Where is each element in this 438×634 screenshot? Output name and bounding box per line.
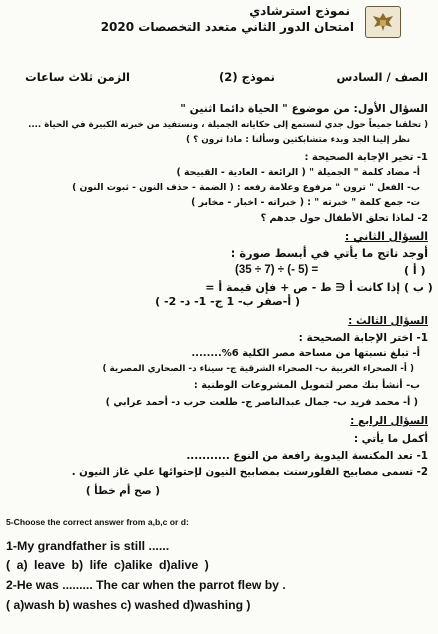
eagle-emblem-icon: [365, 6, 401, 38]
english-q1: 1-My grandfather is still ......: [6, 539, 170, 553]
q4-title: السؤال الرابع :: [350, 415, 428, 427]
model-label: نموذج (2): [219, 70, 275, 84]
english-heading: 5-Choose the correct answer from a,b,c or d:: [6, 517, 189, 527]
q1-item1: 1- تخير الإجابة الصحيحة :: [304, 152, 428, 163]
q1-title: السؤال الأول: من موضوع " الحياة دائما اثنين ": [180, 102, 428, 115]
q2-b-text: إذا كانت أ ∈ ط - ص + فإن قيمة أ =: [205, 281, 400, 294]
q1-option-c: ت- جمع كلمة " خبرته " : ( خبراته - اخبار - مخابر ): [191, 197, 420, 208]
q4-instruction: أكمل ما يأتي :: [353, 433, 428, 445]
q2-b-label: ( ب ): [404, 281, 433, 294]
q1-intro-line1: ( تحلقنا جميعاً حول جدي لنستمع إلى حكاياته الجميلة ، ونستفيد من خبرته الكبيرة في الحياة ....: [28, 120, 428, 130]
q3-item1: 1- اختر الإجابة الصحيحة :: [298, 332, 428, 344]
q1-item2: 2- لماذا تحلق الأطفال حول جدهم ؟: [260, 213, 428, 224]
q2-instruction: أوجد ناتج ما يأتي في أبسط صورة :: [230, 246, 428, 260]
q2-options: ( أ-صفر ب- 1 ج- 1- د- 2- ): [155, 295, 300, 308]
top-title: نموذج استرشادي: [249, 4, 350, 18]
grade-label: الصف / السادس: [336, 70, 428, 84]
q2-a-label: ( أ ): [404, 264, 426, 277]
q2-title: السؤال الثاني :: [344, 230, 428, 243]
english-q1-options: ( a) leave b) life c)alike d)alive ): [6, 558, 209, 572]
q4-item2: 2- تسمى مصابيح الفلورسنت بمصابيح النيون لإحتوائها علي غاز النيون .: [71, 467, 428, 478]
q3-option-a: أ- تبلغ نسبتها من مساحة مصر الكلية 6%........: [191, 348, 420, 359]
q3-a-options: ( أ- الصحراء الغربية ب- الصحراء الشرقية ج- سيناء د- الصحاري المصرية ): [102, 364, 414, 374]
q1-option-b: ب- الفعل " ترون " مرفوع وعلامة رفعه : ( الضمة - حذف النون - ثبوت النون ): [72, 182, 420, 193]
q1-option-a: أ- مضاد كلمة " الجميلة " ( الرائعة - العادية - القبيحة ): [176, 167, 420, 178]
english-q2-options: ( a)wash b) washes c) washed d)washing ): [6, 598, 251, 612]
q1-intro-line2: نظر إلينا الجد وبدء متشابكتين وسألنا : ماذا ترون ؟ ): [186, 135, 410, 145]
time-label: الزمن ثلاث ساعات: [25, 70, 130, 84]
q3-option-b: ب- أنشأ بنك مصر لتمويل المشروعات الوطنية :: [193, 380, 420, 391]
q2-a-expression: (35 ÷ 7) ÷ (- 5) =: [235, 264, 319, 276]
exam-subtitle: امتحان الدور الثاني متعدد التخصصات 2020: [100, 20, 354, 34]
q4-item1: 1- تعد المكنسة اليدوية رافعة من النوع ...........: [186, 450, 428, 462]
q4-item2-tag: ( صح أم خطأ ): [85, 485, 160, 497]
q3-b-options: ( أ- محمد فريد ب- جمال عبدالناصر ج- طلعت حرب د- أحمد عرابي ): [105, 397, 418, 408]
q3-title: السؤال الثالث :: [348, 315, 428, 327]
english-q2: 2-He was ......... The car when the parrot flew by .: [6, 578, 286, 592]
